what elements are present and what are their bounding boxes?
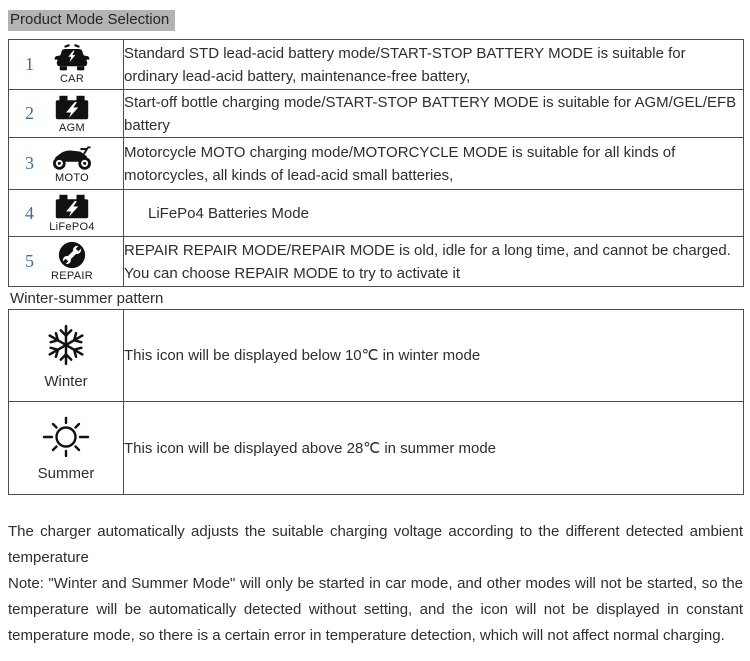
product-mode-table <box>8 39 744 287</box>
table-row <box>9 138 744 190</box>
table-row <box>9 237 744 287</box>
row-number: 5 <box>25 251 34 271</box>
mode-description: Start-off bottle charging mode/START-STOP BATTERY MODE is suitable for AGM/GEL/EFB battery <box>124 90 744 138</box>
mode-description: Standard STD lead-acid battery mode/START-STOP BATTERY MODE is suitable for ordinary lead-acid battery, maintenance-free battery, <box>124 40 744 90</box>
season-section-heading: Winter-summer pattern <box>10 290 164 307</box>
row-number: 4 <box>25 202 34 223</box>
table-row <box>9 40 744 90</box>
mode-description: REPAIR REPAIR MODE/REPAIR MODE is old, idle for a long time, and cannot be charged. You can choose REPAIR MODE to try to activate it <box>124 237 744 287</box>
footer-text <box>8 519 743 649</box>
season-description: This icon will be displayed below 10℃ in winter mode <box>124 310 744 402</box>
footer-paragraph-ambient: The charger automatically adjusts the suitable charging voltage according to the different detected ambient temperature <box>8 523 743 566</box>
sun-icon <box>40 414 92 460</box>
battery-bolt-icon <box>54 94 90 121</box>
row-number: 2 <box>25 103 34 123</box>
table-row <box>9 402 744 495</box>
snowflake-icon <box>43 322 89 368</box>
mode-icon-label: LiFePO4 <box>49 221 95 233</box>
battery-bolt-icon <box>54 193 90 220</box>
mode-icon-label: CAR <box>59 73 85 85</box>
season-icon-label: Winter <box>44 372 88 390</box>
car-icon <box>52 44 92 72</box>
table-row <box>9 90 744 138</box>
mode-icon-label: AGM <box>59 121 85 134</box>
motorcycle-icon <box>50 144 94 171</box>
mode-icon-label: MOTO <box>55 171 89 184</box>
season-description: This icon will be displayed above 28℃ in summer mode <box>124 402 744 495</box>
table-row <box>9 310 744 402</box>
mode-description: LiFePo4 Batteries Mode <box>124 190 744 237</box>
season-icon-label: Summer <box>37 465 95 482</box>
mode-icon-label: REPAIR <box>51 270 93 282</box>
row-number: 3 <box>25 153 34 173</box>
page-title: Product Mode Selection <box>8 10 175 31</box>
table-row <box>9 190 744 237</box>
repair-wrench-icon <box>58 241 86 269</box>
mode-description: Motorcycle MOTO charging mode/MOTORCYCLE MODE is suitable for all kinds of motorcycles, all kinds of lead-acid small batteries, <box>124 138 744 190</box>
winter-summer-table <box>8 309 744 495</box>
row-number: 1 <box>25 54 34 74</box>
footer-paragraph-note: Note: "Winter and Summer Mode" will only be started in car mode, and other modes will not be started, so the temperature will be automatically detected without setting, and the icon will not be displayed in constant temperature mode, so there is a certain error in temperature detection, which will not affect normal charging. <box>8 575 743 644</box>
